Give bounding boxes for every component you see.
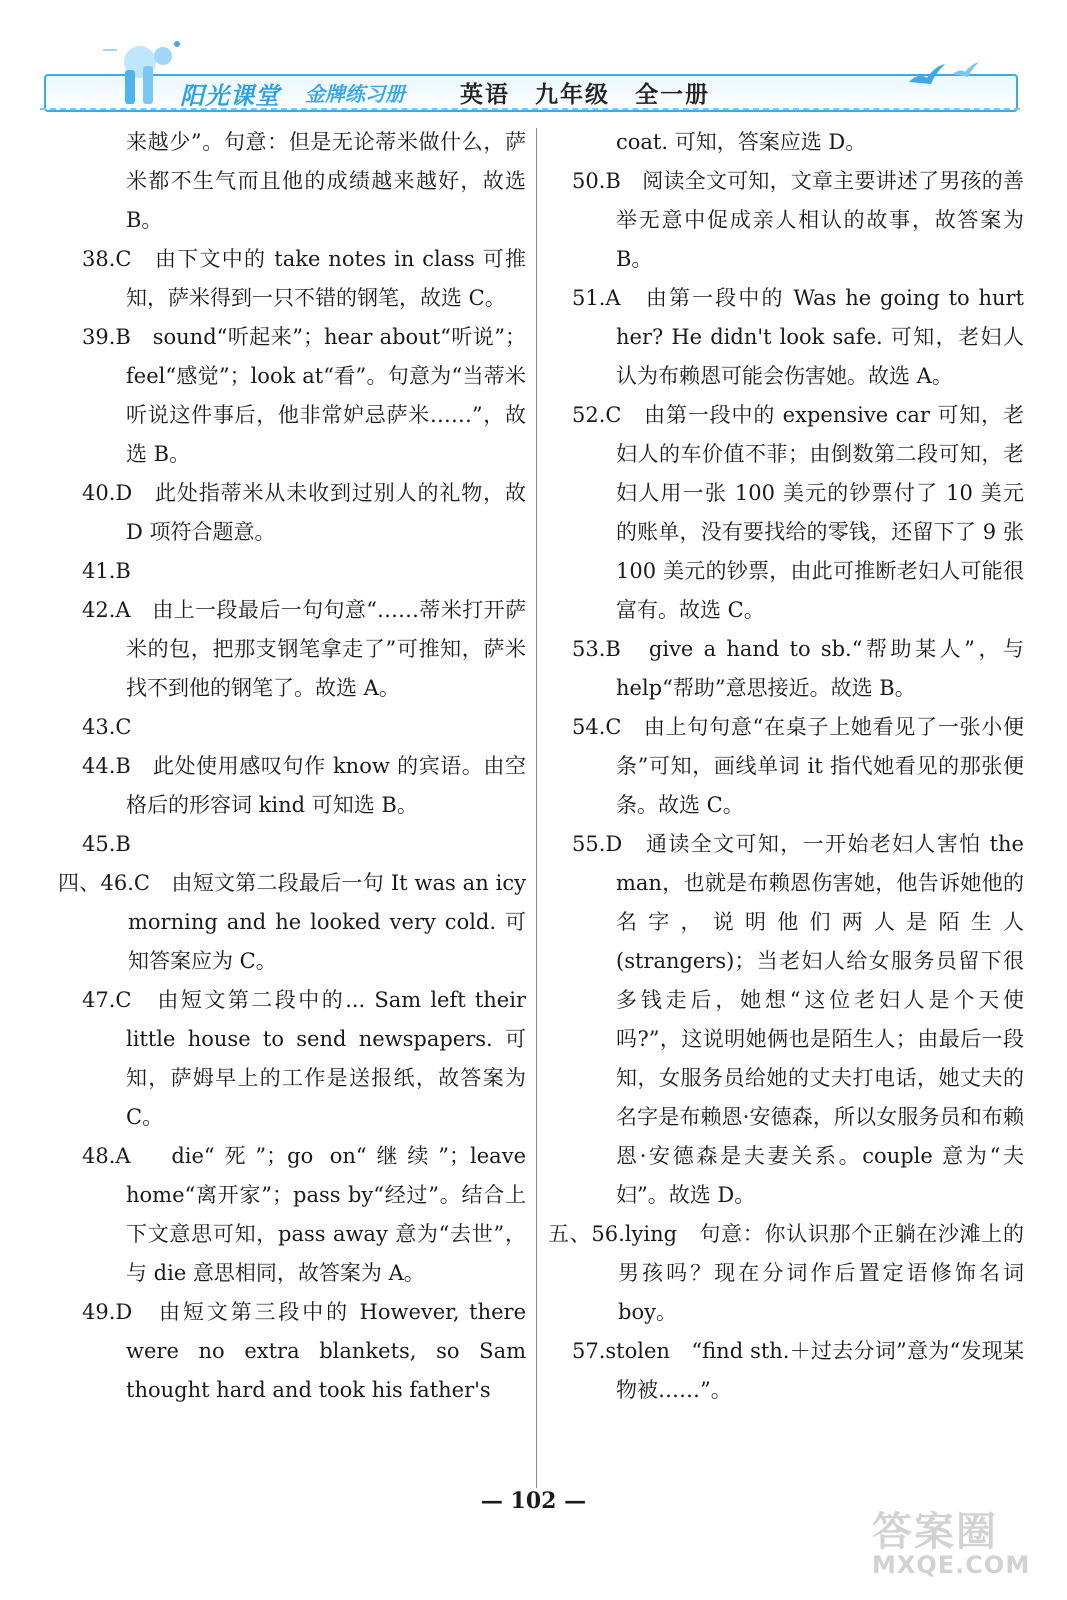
- answer-item-53: 53.B give a hand to sb.“帮助某人”，与 help“帮助”意思接近。故选 B。: [572, 637, 1024, 700]
- column-divider: [536, 128, 537, 1488]
- answer-item-44: 44.B 此处使用感叹句作 know 的宾语。由空格后的形容词 kind 可知选 B。: [82, 754, 526, 817]
- answer-item-48: 48.A die“死”；go on“继续”；leave home“离开家”；pass by“经过”。结合上下文意思可知，pass away 意为“去世”，与 die 意思相同，故答案为 A。: [82, 1144, 526, 1285]
- left-column: [58, 123, 526, 1410]
- page-header: [40, 38, 1020, 120]
- series-name: 金牌练习册: [305, 82, 405, 106]
- watermark-url: MXQE.COM: [872, 1551, 1031, 1579]
- answer-item-49: 49.D 由短文第三段中的 However, there were no extra blankets, so Sam thought hard and took his father's: [82, 1300, 526, 1402]
- answer-item-45: 45.B: [82, 832, 131, 856]
- watermark-text: 答案圈: [872, 1509, 998, 1555]
- answer-item-40: 40.D 此处指蒂米从未收到过别人的礼物，故 D 项符合题意。: [82, 481, 526, 544]
- answer-item-41: 41.B: [82, 559, 131, 583]
- right-column: [548, 123, 1024, 1410]
- answer-item-39: 39.B sound“听起来”；hear about“听说”；feel“感觉”；look at“看”。句意为“当蒂米听说这件事后，他非常妒忌萨米……”，故选 B。: [82, 325, 526, 466]
- answer-item-52: 52.C 由第一段中的 expensive car 可知，老妇人的车价值不菲；由倒数第二段可知，老妇人用一张 100 美元的钞票付了 10 美元的账单，没有要找给的零钱，还留下了 9 张 100 美元的钞票，由此可推断老妇人可能很富有。故选 C。: [572, 403, 1024, 622]
- answer-item-51: 51.A 由第一段中的 Was he going to hurt her? He didn't look safe. 可知，老妇人认为布赖恩可能会伤害她。故选 A。: [572, 286, 1024, 388]
- answer-item-43: 43.C: [82, 715, 132, 739]
- birds-icon: [905, 52, 985, 92]
- answer-item-54: 54.C 由上句句意“在桌子上她看见了一张小便条”可知，画线单词 it 指代她看见的那张便条。故选 C。: [572, 715, 1024, 817]
- page-number: — 102 —: [480, 1488, 587, 1514]
- answer-item-38: 38.C 由下文中的 take notes in class 可推知，萨米得到一只不错的钢笔，故选 C。: [82, 247, 526, 310]
- answer-item-42: 42.A 由上一段最后一句句意“……蒂米打开萨米的包，把那支钢笔拿走了”可推知，萨米找不到他的钢笔了。故选 A。: [82, 598, 526, 700]
- answer-item-57: 57.stolen “find sth.＋过去分词”意为“发现某物被……”。: [572, 1339, 1024, 1402]
- brand-name: 阳光课堂: [180, 82, 280, 110]
- section-five-item-56: 五、56.lying 句意：你认识那个正躺在沙滩上的男孩吗？现在分词作后置定语修饰名词 boy。: [548, 1222, 1024, 1324]
- book-subject: 英语 九年级 全一册: [460, 82, 710, 108]
- answer-continuation: 来越少”。句意：但是无论蒂米做什么，萨米都不生气而且他的成绩越来越好，故选 B。: [126, 130, 526, 232]
- watermark-logo: [872, 1500, 1052, 1595]
- sunshine-logo-icon: [95, 38, 190, 108]
- answer-item-50: 50.B 阅读全文可知，文章主要讲述了男孩的善举无意中促成亲人相认的故事，故答案为 B。: [572, 169, 1024, 271]
- answer-item-55: 55.D 通读全文可知，一开始老妇人害怕 the man，也就是布赖恩伤害她，他告诉她他的名字，说明他们两人是陌生人(strangers)；当老妇人给女服务员留下很多钱走后，她想“这位老妇人是个天使吗?”，这说明她俩也是陌生人；由最后一段知，女服务员给她的丈夫打电话，她丈夫的名字是布赖恩·安德森，所以女服务员和布赖恩·安德森是夫妻关系。couple 意为“夫妇”。故选 D。: [572, 832, 1024, 1207]
- section-four-item-46: 四、46.C 由短文第二段最后一句 It was an icy morning and he looked very cold. 可知答案应为 C。: [58, 871, 526, 973]
- answer-item-47: 47.C 由短文第二段中的... Sam left their little house to send newspapers. 可知，萨姆早上的工作是送报纸，故答案为 C。: [82, 988, 526, 1129]
- answer-continuation-49: coat. 可知，答案应选 D。: [616, 130, 867, 154]
